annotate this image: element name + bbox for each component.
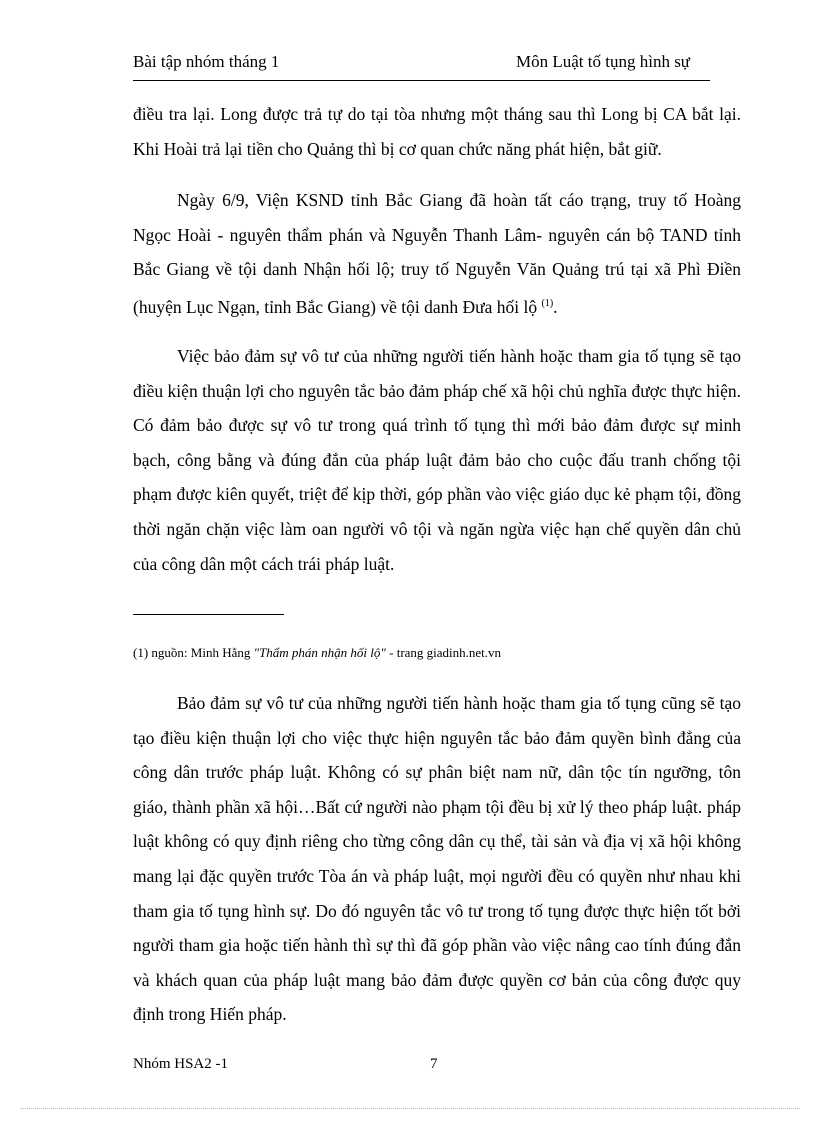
page-bottom-edge [20,1108,800,1109]
header-subject-title: Môn Luật tố tụng hình sự [516,52,691,71]
page-header [133,52,710,81]
footnote-separator [133,614,284,615]
paragraph-indictment [133,183,741,324]
footer-group-name: Nhóm HSA2 -1 [133,1056,229,1072]
paragraph-indictment-end: . [553,296,558,317]
page-number: 7 [430,1056,438,1072]
header-course-title: Bài tập nhóm tháng 1 [133,52,280,71]
paragraph-impartiality-equality: Bảo đảm sự vô tư của những người tiến hành hoặc tham gia tố tụng cũng sẽ tạo tạo điều kiện thuận lợi cho việc thực hiện nguyên tắc bảo đảm quyền bình đẳng của công dân trước pháp luật. Không có sự phân biệt nam nữ, dân tộc tín ngưỡng, tôn giáo, thành phần xã hội…Bất cứ người nào phạm tội đều bị xử lý theo pháp luật. pháp luật không có quy định riêng cho từng công dân cụ thể, tài sản và địa vị xã hội không mang lại đặc quyền trước Tòa án và pháp luật, mọi người đều có quyền như nhau khi tham gia tố tụng hình sự. Do đó nguyên tắc vô tư trong tố tụng được thực hiện tốt bởi người tham gia hoặc tiến hành thì sự thì đã góp phần vào việc nâng cao tính đúng đắn và khách quan của pháp luật mang bảo đảm được quyền cơ bản của công được quy định trong Hiến pháp. [133,693,741,1025]
paragraph-impartiality-legality: Việc bảo đảm sự vô tư của những người tiến hành hoặc tham gia tố tụng sẽ tạo điều kiện thuận lợi cho nguyên tắc bảo đảm pháp chế xã hội chủ nghĩa được thực hiện. Có đảm bảo được sự vô tư trong quá trình tố tụng thì mới bảo đảm được sự minh bạch, công bằng và đúng đắn của pháp luật đảm bảo cho cuộc đấu tranh chống tội phạm được kiên quyết, triệt để kịp thời, góp phần vào việc giáo dục kẻ phạm tội, đồng thời ngăn chặn việc làm oan người vô tội và ngăn ngừa việc hạn chế quyền dân chủ của công dân một cách trái pháp luật. [133,346,741,574]
paragraph-continuation: điều tra lại. Long được trả tự do tại tòa nhưng một tháng sau thì Long bị CA bắt lại. Khi Hoài trả lại tiền cho Quảng thì bị cơ quan chức năng phát hiện, bắt giữ. [133,104,741,159]
footnote [133,645,501,661]
footnote-prefix: (1) nguồn: Minh Hằng [133,645,254,660]
footnote-article-title: "Thẩm phán nhận hối lộ" [253,645,386,660]
footnote-reference: (1) [541,297,554,309]
footnote-source: - trang giadinh.net.vn [385,645,502,660]
paragraph-indictment-text: Ngày 6/9, Viện KSND tỉnh Bắc Giang đã hoàn tất cáo trạng, truy tố Hoàng Ngọc Hoài - nguyên thẩm phán và Nguyễn Thanh Lâm- nguyên cán bộ TAND tỉnh Bắc Giang về tội danh Nhận hối lộ; truy tố Nguyễn Văn Quảng trú tại xã Phì Điền (huyện Lục Ngạn, tỉnh Bắc Giang) về tội danh Đưa hối lộ [133,190,741,317]
